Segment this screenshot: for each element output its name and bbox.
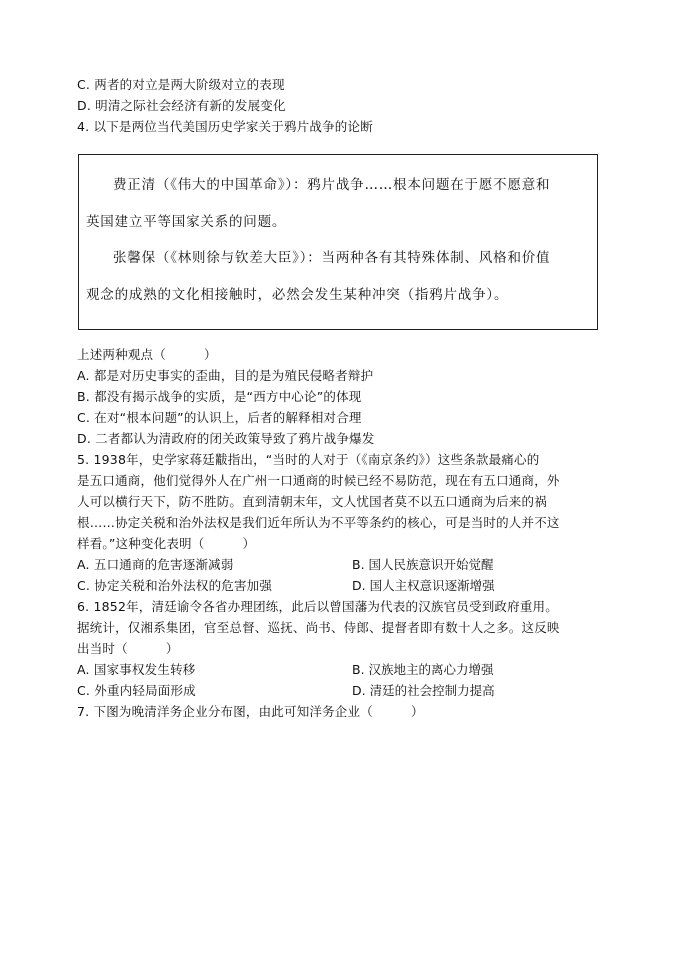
question-5-stem-line: 是五口通商，他们觉得外人在广州一口通商的时候已经不易防范，现在有五口通商，外 <box>77 473 560 488</box>
question-7-stem: 7. 下图为晚清洋务企业分布图，由此可知洋务企业（ ） <box>77 704 424 719</box>
question-4-option-b: B. 都没有揭示战争的实质，是“西方中心论”的体现 <box>77 389 362 404</box>
quote-line: 英国建立平等国家关系的问题。 <box>86 214 287 230</box>
question-4-option-a: A. 都是对历史事实的歪曲，目的是为殖民侵略者辩护 <box>77 368 374 383</box>
question-5-stem-line: 根……协定关税和治外法权是我们近年所认为不平等条约的核心，可是当时的人并不这 <box>77 515 560 530</box>
question-6-stem-line: 出当时（ ） <box>77 641 179 656</box>
question-5-option-a: A. 五口通商的危害逐渐减弱 <box>77 557 234 572</box>
question-5-stem-line: 人可以横行天下，防不胜防。直到清朝末年，文人忧国者莫不以五口通商为后来的祸 <box>77 494 547 509</box>
quote-line: 观念的成熟的文化相接触时，必然会发生某种冲突（指鸦片战争）。 <box>86 287 509 303</box>
question-5-stem-line: 5. 1938年，史学家蒋廷黻指出，“当时的人对于（《南京条约》）这些条款最痛心的 <box>77 452 540 467</box>
question-4-prompt: 上述两种观点（ ） <box>77 347 217 362</box>
question-6-option-d: D. 清廷的社会控制力提高 <box>352 683 495 698</box>
question-5-option-d: D. 国人主权意识逐渐增强 <box>352 578 495 593</box>
quote-line: 张馨保（《林则徐与钦差大臣》）：当两种各有其特殊体制、风格和价值 <box>113 250 551 266</box>
quote-box <box>78 154 598 330</box>
prev-option-d: D. 明清之际社会经济有新的发展变化 <box>77 98 286 113</box>
quote-line: 费正清（《伟大的中国革命》）：鸦片战争……根本问题在于愿不愿意和 <box>113 177 551 193</box>
question-4-option-d: D. 二者都认为清政府的闭关政策导致了鸦片战争爆发 <box>77 431 375 446</box>
question-6-option-b: B. 汉族地主的离心力增强 <box>352 662 494 677</box>
question-4-option-c: C. 在对“根本问题”的认识上，后者的解释相对合理 <box>77 410 362 425</box>
question-5-option-c: C. 协定关税和治外法权的危害加强 <box>77 578 273 593</box>
question-4-stem: 4. 以下是两位当代美国历史学家关于鸦片战争的论断 <box>77 119 373 134</box>
question-6-stem-line: 据统计，仅湘系集团，官至总督、巡抚、尚书、侍郎、提督者即有数十人之多。这反映 <box>77 620 560 635</box>
question-6-option-c: C. 外重内轻局面形成 <box>77 683 196 698</box>
question-6-option-a: A. 国家事权发生转移 <box>77 662 196 677</box>
question-5-option-b: B. 国人民族意识开始觉醒 <box>352 557 494 572</box>
question-5-stem-line: 样看。”这种变化表明（ ） <box>77 536 256 551</box>
prev-option-c: C. 两者的对立是两大阶级对立的表现 <box>77 77 285 92</box>
question-6-stem-line: 6. 1852年，清廷谕令各省办理团练，此后以曾国藩为代表的汉族官员受到政府重用。 <box>77 599 558 614</box>
